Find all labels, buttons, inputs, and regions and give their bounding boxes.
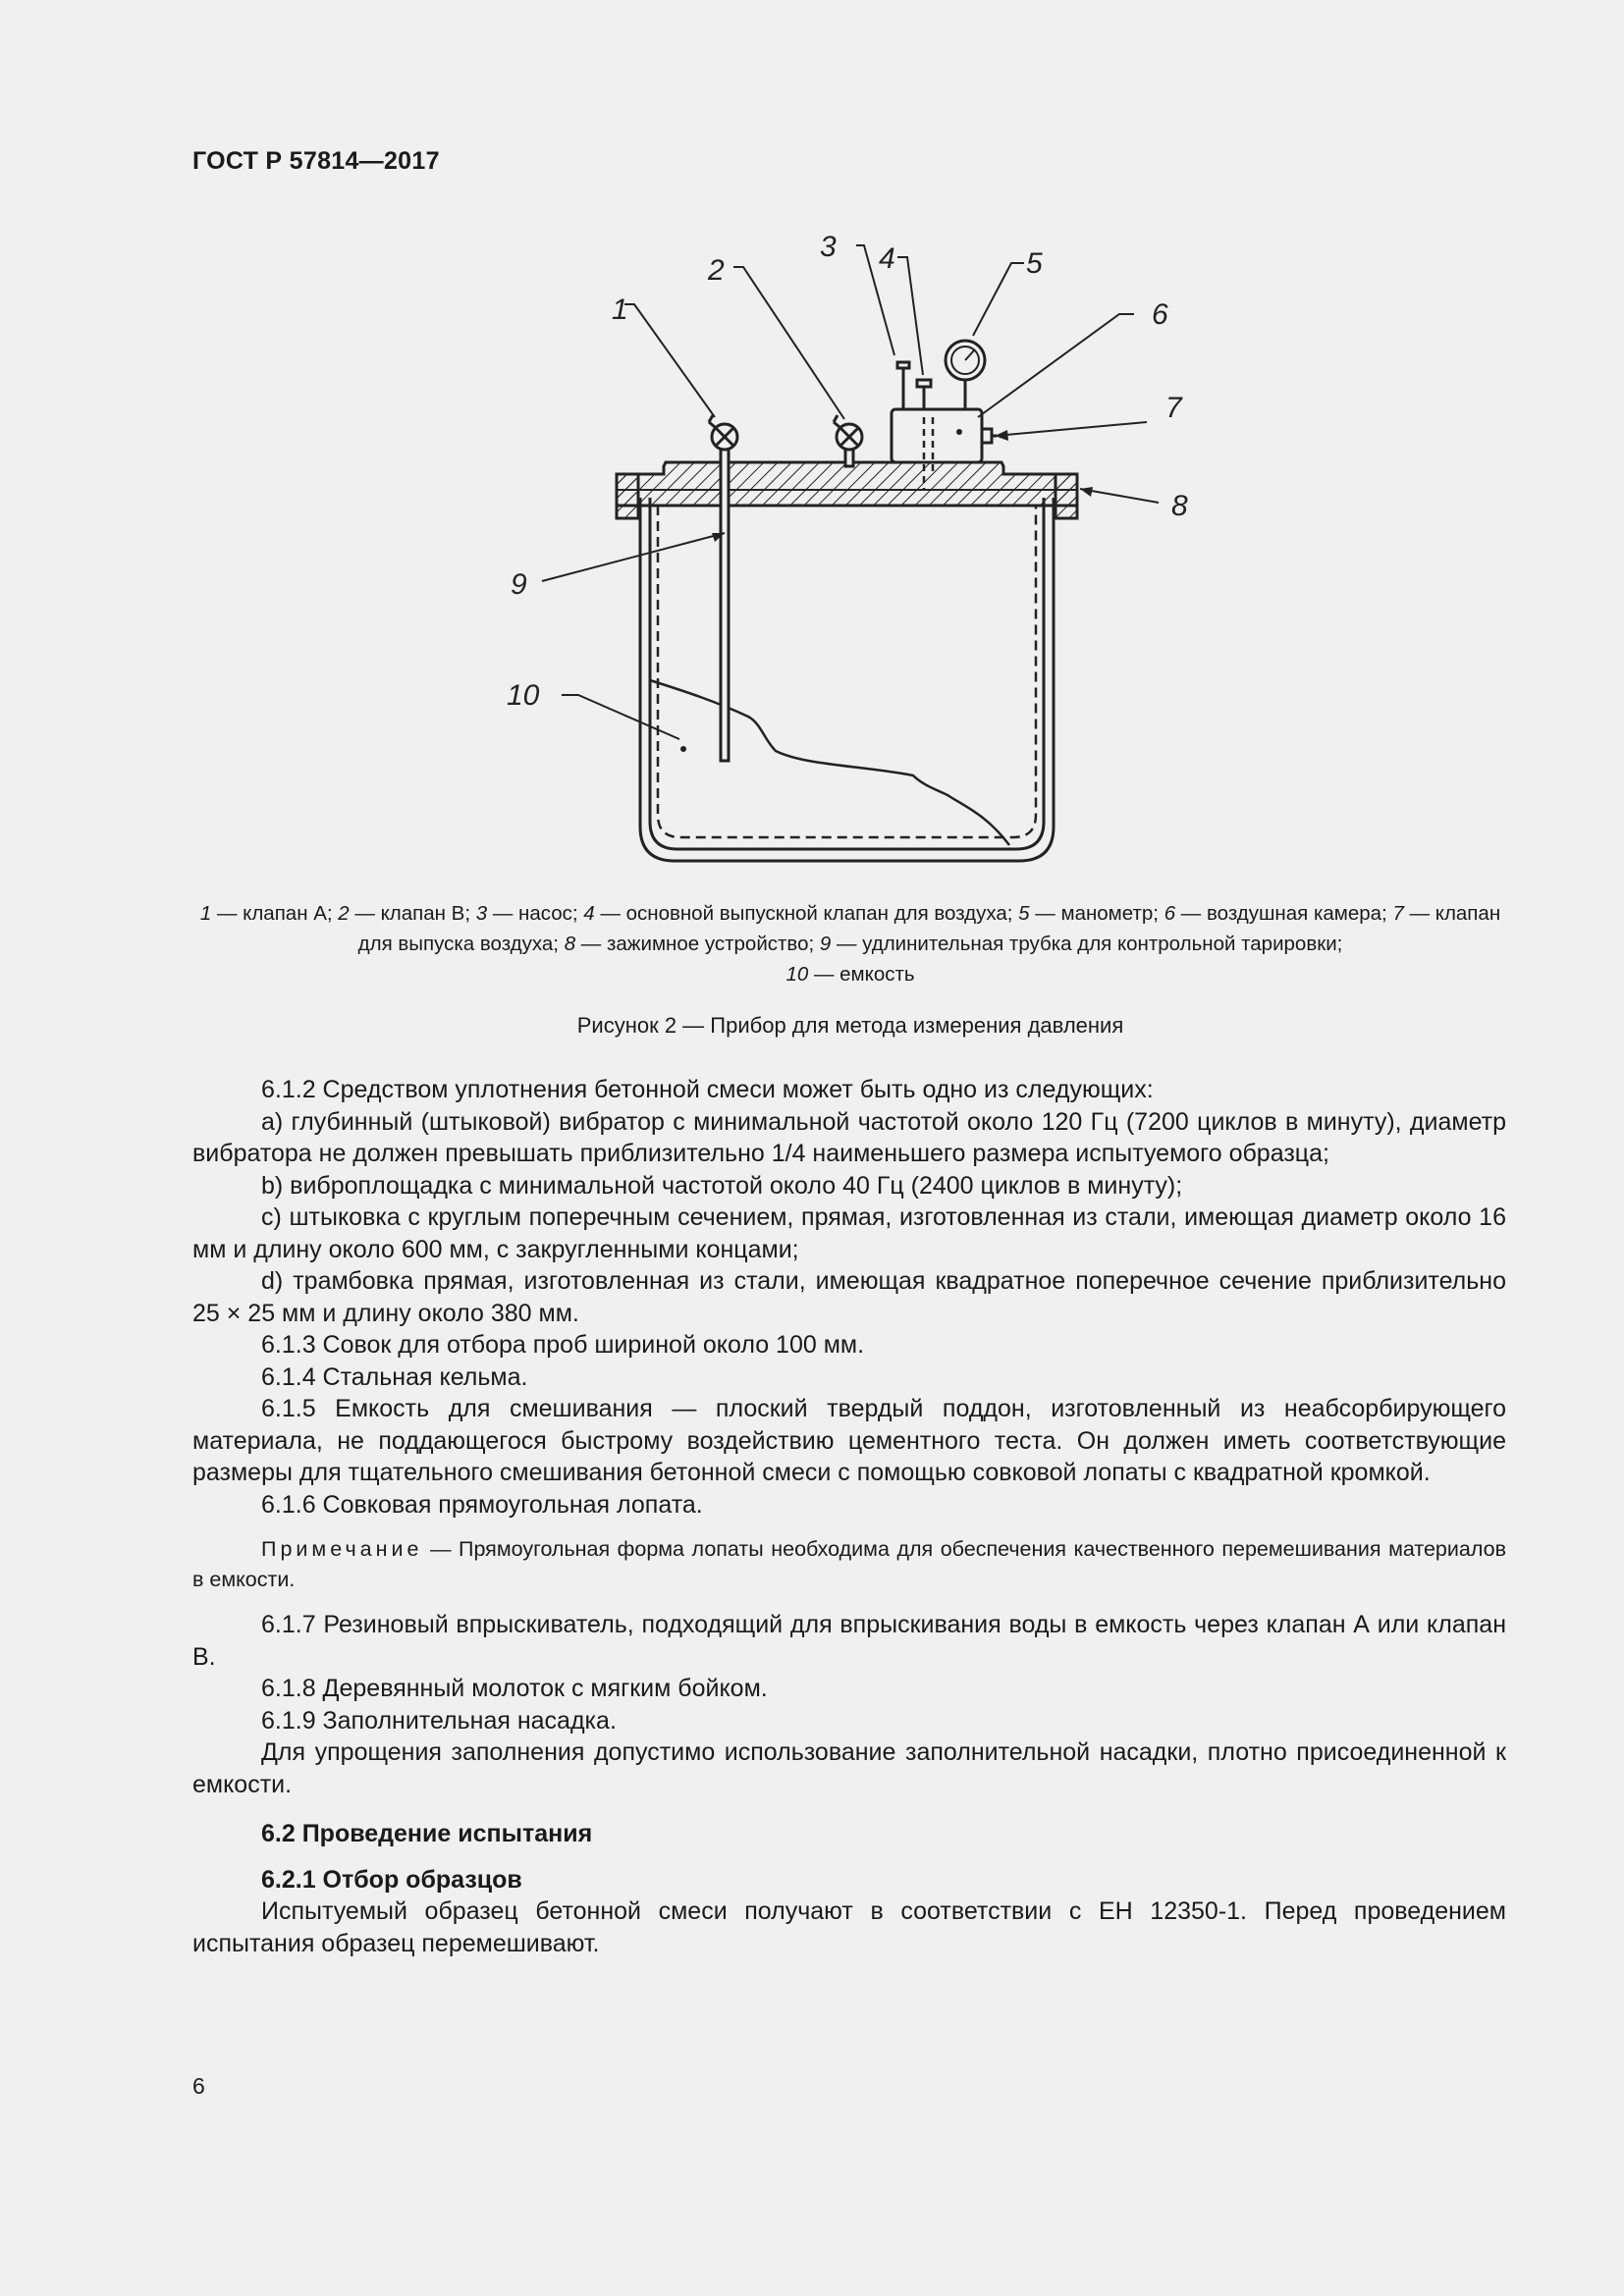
note — [192, 1534, 1506, 1595]
legend-num-5: 5 — [1018, 902, 1030, 925]
legend-num-3: 3 — [475, 902, 488, 925]
paragraph-6-1-3: 6.1.3 Совок для отбора проб шириной около 100 мм. — [261, 1331, 865, 1359]
legend-text-5: — манометр; — [1029, 902, 1164, 925]
legend-num-4: 4 — [583, 902, 595, 925]
callout-4: 4 — [879, 242, 895, 275]
body-text — [192, 1074, 1506, 1959]
air-chamber — [892, 409, 982, 462]
pump — [897, 362, 910, 409]
legend-text-7: — клапан для выпуска воздуха; — [357, 902, 1501, 955]
paragraph-6-1-4: 6.1.4 Стальная кельма. — [261, 1362, 528, 1391]
callout-1: 1 — [612, 294, 628, 326]
legend-num-9: 9 — [819, 933, 832, 955]
paragraph-item-d: d) трамбовка прямая, изготовленная из стали, имеющая квадратное поперечное сечение приблизительно 25 × 25 мм и длину около 380 мм. — [192, 1267, 1506, 1327]
callout-2: 2 — [708, 254, 725, 287]
legend-text-3: — насос; — [487, 902, 584, 925]
legend-num-6: 6 — [1164, 902, 1176, 925]
document-header: ГОСТ Р 57814—2017 — [192, 147, 440, 175]
figure-legend — [192, 898, 1508, 989]
note-text: — Прямоугольная форма лопаты необходима для обеспечения качественного перемешивания материалов в емкости. — [192, 1537, 1506, 1591]
legend-num-8: 8 — [564, 933, 576, 955]
legend-num-10: 10 — [785, 963, 809, 986]
callout-7: 7 — [1165, 392, 1182, 424]
paragraph-6-1-2: 6.1.2 Средством уплотнения бетонной смеси может быть одно из следующих: — [261, 1076, 1154, 1103]
callout-6: 6 — [1152, 298, 1168, 331]
paragraph-fill-nozzle: Для упрощения заполнения допустимо использование заполнительной насадки, плотно присоединенной к емкости. — [192, 1738, 1506, 1798]
apparatus-drawing — [491, 221, 1237, 879]
container-inner-dashed — [658, 506, 1036, 837]
paragraph-6-1-8: 6.1.8 Деревянный молоток с мягким бойком. — [261, 1675, 768, 1702]
heading-6-2-1: 6.2.1 Отбор образцов — [261, 1865, 522, 1894]
legend-num-1: 1 — [199, 902, 212, 925]
legend-text-9: — удлинительная трубка для контрольной тарировки; — [831, 933, 1343, 955]
pressure-apparatus-figure — [491, 221, 1237, 879]
callout-3: 3 — [820, 231, 837, 263]
bleed-valve — [982, 429, 997, 443]
legend-text-4: — основной выпускной клапан для воздуха; — [594, 902, 1019, 925]
page-number: 6 — [192, 2073, 205, 2099]
paragraph-item-a: а) глубинный (штыковой) вибратор с минимальной частотой около 120 Гц (7200 циклов в минуту), диаметр вибратора не должен превышать приблизительно 1/4 наименьшего размера испытуемого образца; — [192, 1107, 1506, 1167]
figure-caption: Рисунок 2 — Прибор для метода измерения давления — [576, 1013, 1124, 1038]
container-vessel — [640, 498, 1054, 861]
callout-8: 8 — [1171, 490, 1188, 522]
legend-num-7: 7 — [1392, 902, 1404, 925]
paragraph-item-b: b) виброплощадка с минимальной частотой около 40 Гц (2400 циклов в минуту); — [261, 1171, 1183, 1200]
valve-b — [834, 415, 862, 466]
paragraph-6-1-5: 6.1.5 Емкость для смешивания — плоский твердый поддон, изготовленный из неабсорбирующего материала, не поддающегося быстрому воздействию цементного теста. Он должен иметь соответствующие размеры для тщательного смешивания бетонной смеси с помощью совковой лопаты с квадратной кромкой. — [192, 1395, 1506, 1486]
paragraph-6-2-1: Испытуемый образец бетонной смеси получают в соответствии с ЕН 12350-1. Перед проведением испытания образец перемешивают. — [192, 1897, 1506, 1957]
paragraph-6-1-9: 6.1.9 Заполнительная насадка. — [261, 1706, 617, 1735]
legend-text-2: — клапан В; — [349, 902, 476, 925]
lid — [617, 462, 1077, 518]
callout-9: 9 — [511, 568, 527, 601]
pressure-gauge — [946, 341, 985, 409]
paragraph-6-1-7: 6.1.7 Резиновый впрыскиватель, подходящий для впрыскивания воды в емкость через клапан А или клапан В. — [192, 1611, 1506, 1671]
legend-text-8: — зажимное устройство; — [575, 933, 820, 955]
callout-5: 5 — [1026, 247, 1043, 280]
legend-num-2: 2 — [338, 902, 350, 925]
paragraph-item-c: с) штыковка с круглым поперечным сечением, прямая, изготовленная из стали, имеющая диаметр около 16 мм и длину около 600 мм, с закругленными концами; — [192, 1203, 1506, 1263]
heading-6-2: 6.2 Проведение испытания — [261, 1820, 593, 1847]
callout-10: 10 — [507, 679, 540, 712]
legend-text-10: — емкость — [808, 963, 915, 986]
paragraph-6-1-6: 6.1.6 Совковая прямоугольная лопата. — [261, 1490, 703, 1519]
legend-text-1: — клапан А; — [211, 902, 339, 925]
concrete-point — [680, 746, 686, 752]
concrete-surface-line — [650, 680, 1009, 845]
note-label: Примечание — [261, 1537, 423, 1561]
chamber-point — [956, 429, 962, 435]
legend-text-6: — воздушная камера; — [1175, 902, 1393, 925]
